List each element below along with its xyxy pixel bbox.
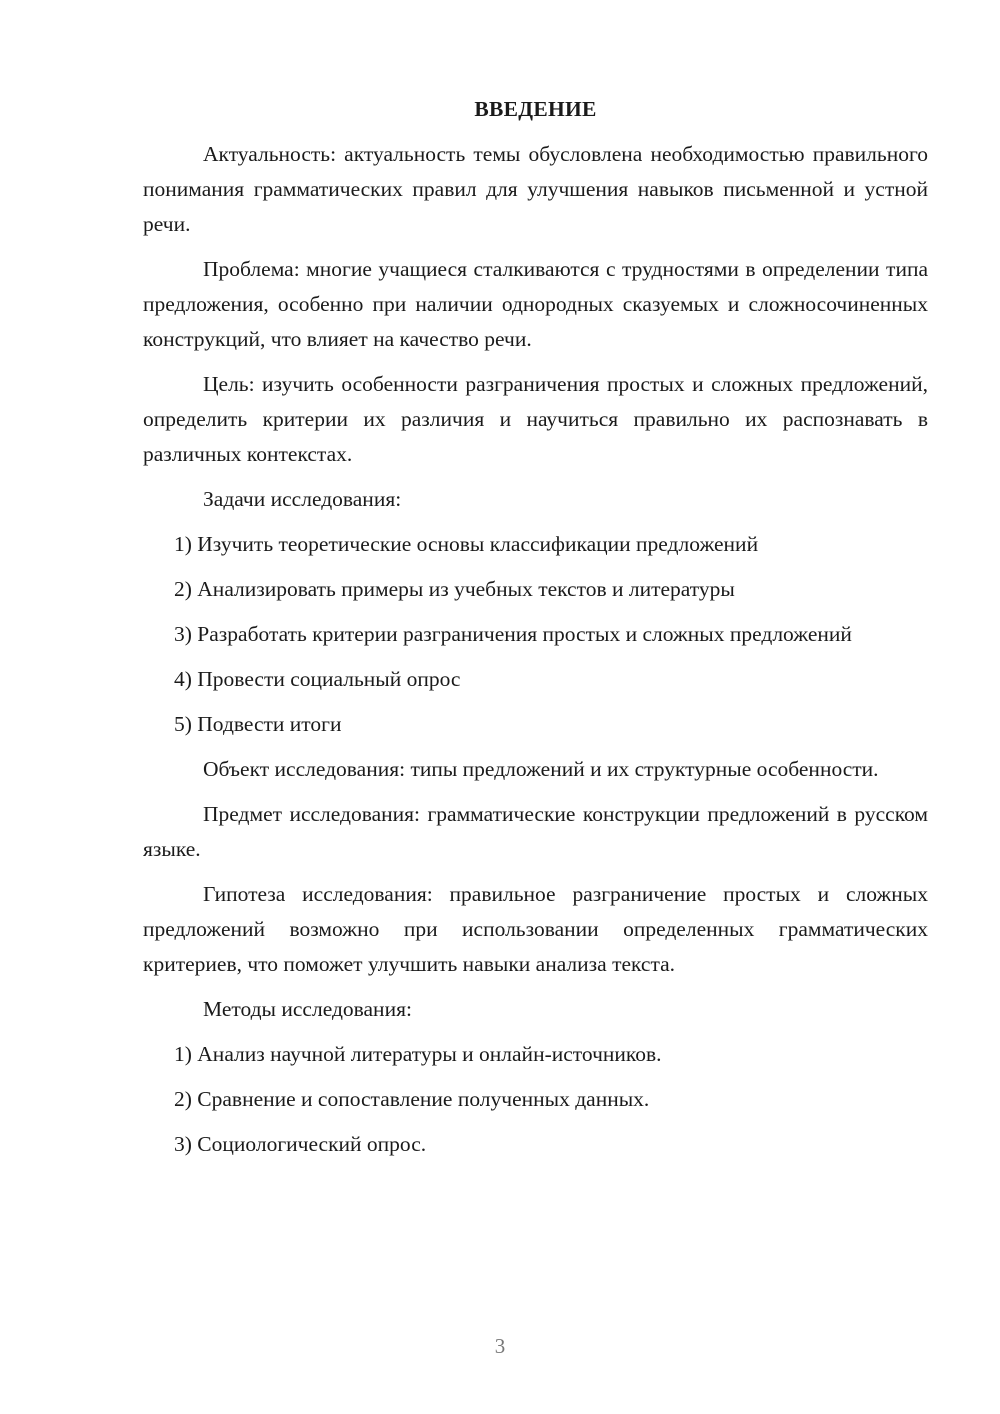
method-item: 3) Социологический опрос. xyxy=(174,1132,427,1156)
task-item: 3) Разработать критерии разграничения простых и сложных предложений xyxy=(174,622,852,646)
subject-paragraph: Предмет исследования: грамматические конструкции предложений в русском языке. xyxy=(143,802,928,861)
tasks-heading: Задачи исследования: xyxy=(203,487,402,511)
relevance-paragraph: Актуальность: актуальность темы обусловлена необходимостью правильного понимания грамматических правил для улучшения навыков письменной и устной речи. xyxy=(143,142,928,236)
section-title: ВВЕДЕНИЕ xyxy=(474,97,597,121)
methods-heading: Методы исследования: xyxy=(203,997,412,1021)
page-number: 3 xyxy=(494,1334,506,1358)
task-item: 4) Провести социальный опрос xyxy=(174,667,461,691)
task-item: 2) Анализировать примеры из учебных текстов и литературы xyxy=(174,577,735,601)
hypothesis-paragraph: Гипотеза исследования: правильное разграничение простых и сложных предложений возможно при использовании определенных грамматических критериев, что поможет улучшить навыки анализа текста. xyxy=(143,882,928,976)
document-page xyxy=(143,92,928,1172)
task-item: 1) Изучить теоретические основы классификации предложений xyxy=(174,532,759,556)
problem-paragraph: Проблема: многие учащиеся сталкиваются с трудностями в определении типа предложения, особенно при наличии однородных сказуемых и сложносочиненных конструкций, что влияет на качество речи. xyxy=(143,257,928,351)
task-item: 5) Подвести итоги xyxy=(174,712,342,736)
goal-paragraph: Цель: изучить особенности разграничения простых и сложных предложений, определить критерии их различия и научиться правильно их распознавать в различных контекстах. xyxy=(143,372,928,466)
method-item: 2) Сравнение и сопоставление полученных данных. xyxy=(174,1087,650,1111)
object-paragraph: Объект исследования: типы предложений и их структурные особенности. xyxy=(203,757,879,781)
method-item: 1) Анализ научной литературы и онлайн-источников. xyxy=(174,1042,662,1066)
